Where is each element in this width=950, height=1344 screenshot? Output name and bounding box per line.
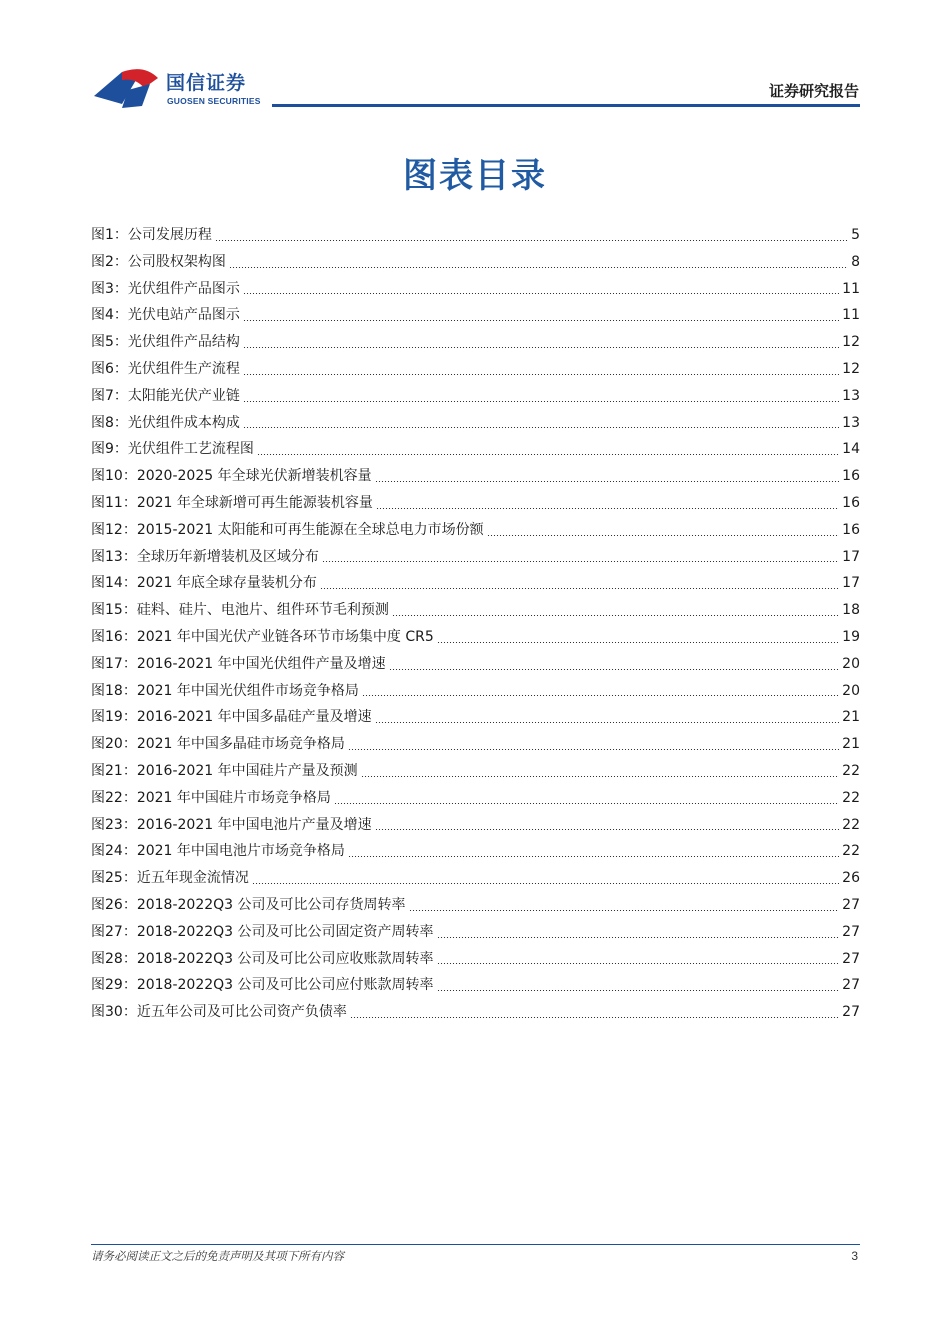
toc-entry[interactable]: [91, 785, 860, 812]
page-title: 图表目录: [403, 156, 547, 196]
toc-dot-leader: [437, 937, 840, 938]
toc-entry-page: 22: [842, 762, 860, 779]
toc-entry-title: 公司股权架构图: [127, 253, 226, 270]
toc-entry-label: 图21：: [91, 762, 137, 779]
toc-dot-leader: [322, 561, 839, 562]
toc-entry[interactable]: [91, 570, 860, 597]
toc-entry-label: 图6：: [91, 360, 128, 377]
table-of-figures: [91, 222, 860, 1026]
toc-dot-leader: [243, 293, 839, 294]
page-number: 3: [851, 1249, 858, 1263]
toc-entry-page: 12: [842, 360, 860, 377]
toc-entry-label: 图11：: [91, 494, 137, 511]
toc-entry-label: 图19：: [91, 709, 137, 726]
toc-entry-label: 图27：: [91, 923, 137, 940]
toc-entry-title: 2015-2021 太阳能和可再生能源在全球总电力市场份额: [136, 521, 484, 538]
toc-entry[interactable]: [91, 410, 860, 437]
toc-dot-leader: [257, 454, 839, 455]
toc-entry-page: 22: [842, 816, 860, 833]
toc-entry-title: 硅料、硅片、电池片、组件环节毛利预测: [136, 602, 389, 619]
toc-dot-leader: [320, 588, 839, 589]
toc-dot-leader: [375, 829, 840, 830]
toc-entry-title: 2018-2022Q3 公司及可比公司固定资产周转率: [136, 923, 434, 940]
toc-dot-leader: [243, 427, 839, 428]
toc-entry-page: 26: [842, 870, 860, 887]
toc-entry[interactable]: [91, 302, 860, 329]
toc-entry-label: 图5：: [91, 334, 128, 351]
toc-entry-page: 27: [842, 1004, 860, 1021]
toc-entry-title: 近五年公司及可比公司资产负债率: [136, 1004, 347, 1021]
footer-divider: [91, 1244, 860, 1245]
toc-entry-title: 光伏组件工艺流程图: [127, 441, 254, 458]
toc-entry-page: 19: [842, 628, 860, 645]
toc-dot-leader: [243, 347, 839, 348]
logo-en-text: GUOSEN SECURITIES: [167, 96, 261, 106]
toc-entry-title: 2016-2021 年中国多晶硅产量及增速: [136, 709, 372, 726]
toc-dot-leader: [243, 401, 839, 402]
toc-entry-page: 14: [842, 441, 860, 458]
toc-entry-title: 2016-2021 年中国电池片产量及增速: [136, 816, 372, 833]
toc-entry-page: 21: [842, 736, 860, 753]
toc-dot-leader: [361, 776, 840, 777]
toc-entry-title: 公司发展历程: [127, 227, 212, 243]
toc-dot-leader: [215, 240, 848, 241]
toc-entry-title: 2021 年中国硅片市场竞争格局: [136, 789, 331, 806]
toc-entry-label: 图14：: [91, 575, 137, 592]
toc-entry[interactable]: [91, 999, 860, 1026]
toc-entry-page: 13: [842, 387, 860, 404]
toc-entry-page: 27: [842, 923, 860, 940]
footer-disclaimer: 请务必阅读正文之后的免责声明及其项下所有内容: [91, 1249, 344, 1263]
toc-entry-label: 图13：: [91, 548, 137, 565]
toc-entry[interactable]: [91, 946, 860, 973]
toc-entry[interactable]: [91, 892, 860, 919]
toc-entry-page: 22: [842, 843, 860, 860]
toc-entry[interactable]: [91, 597, 860, 624]
guosen-logo-mark-icon: [92, 66, 160, 110]
toc-dot-leader: [437, 990, 840, 991]
toc-entry-title: 光伏组件产品结构: [127, 334, 240, 351]
toc-entry-page: 20: [842, 655, 860, 672]
toc-entry-label: 图8：: [91, 414, 128, 431]
report-type: 证券研究报告: [768, 82, 859, 100]
toc-dot-leader: [348, 856, 839, 857]
toc-entry-label: 图4：: [91, 307, 128, 324]
toc-entry-title: 2018-2022Q3 公司及可比公司应收账款周转率: [136, 950, 434, 967]
toc-dot-leader: [409, 910, 840, 911]
toc-entry-label: 图7：: [91, 387, 128, 404]
header-divider: [272, 104, 860, 107]
toc-entry-page: 16: [842, 521, 860, 538]
toc-dot-leader: [243, 374, 839, 375]
toc-entry[interactable]: [91, 222, 860, 249]
toc-dot-leader: [252, 883, 839, 884]
toc-entry[interactable]: [91, 651, 860, 678]
toc-dot-leader: [487, 535, 840, 536]
toc-entry-page: 27: [842, 977, 860, 994]
toc-entry-title: 2021 年中国光伏组件市场竞争格局: [136, 682, 359, 699]
toc-entry-title: 光伏组件产品图示: [127, 280, 240, 297]
toc-entry[interactable]: [91, 624, 860, 651]
toc-entry-title: 2018-2022Q3 公司及可比公司存货周转率: [136, 896, 406, 913]
toc-dot-leader: [392, 615, 839, 616]
toc-entry-label: 图12：: [91, 521, 137, 538]
toc-entry-title: 光伏电站产品图示: [127, 307, 240, 324]
toc-entry-title: 2021 年全球新增可再生能源装机容量: [136, 494, 373, 511]
toc-entry-page: 17: [842, 548, 860, 565]
toc-entry-title: 近五年现金流情况: [136, 870, 249, 887]
toc-entry-title: 2021 年中国光伏产业链各环节市场集中度 CR5: [136, 628, 434, 645]
toc-entry-label: 图24：: [91, 843, 137, 860]
toc-entry[interactable]: [91, 865, 860, 892]
toc-entry[interactable]: [91, 731, 860, 758]
toc-entry-label: 图1：: [91, 227, 128, 243]
toc-entry-page: 12: [842, 334, 860, 351]
toc-entry[interactable]: [91, 490, 860, 517]
guosen-logo: [92, 66, 267, 110]
toc-dot-leader: [389, 669, 840, 670]
toc-entry-page: 18: [842, 602, 860, 619]
toc-entry-label: 图30：: [91, 1004, 137, 1021]
toc-entry-page: 8: [851, 253, 860, 270]
toc-entry[interactable]: [91, 436, 860, 463]
toc-dot-leader: [243, 320, 839, 321]
toc-entry[interactable]: [91, 249, 860, 276]
toc-entry-title: 光伏组件生产流程: [127, 360, 240, 377]
toc-entry-label: 图16：: [91, 628, 137, 645]
toc-entry-title: 2020-2025 年全球光伏新增装机容量: [136, 468, 372, 485]
toc-entry-page: 27: [842, 950, 860, 967]
toc-entry-label: 图9：: [91, 441, 128, 458]
toc-entry-page: 5: [851, 227, 860, 243]
toc-entry-page: 11: [842, 307, 860, 324]
toc-dot-leader: [375, 481, 840, 482]
toc-dot-leader: [375, 722, 840, 723]
toc-entry[interactable]: [91, 919, 860, 946]
toc-entry-label: 图15：: [91, 602, 137, 619]
toc-entry[interactable]: [91, 463, 860, 490]
toc-entry-title: 2018-2022Q3 公司及可比公司应付账款周转率: [136, 977, 434, 994]
toc-entry-page: 21: [842, 709, 860, 726]
toc-entry[interactable]: [91, 838, 860, 865]
toc-entry-page: 13: [842, 414, 860, 431]
logo-cn-text: 国信证券: [166, 72, 247, 94]
toc-entry[interactable]: [91, 329, 860, 356]
toc-entry-page: 17: [842, 575, 860, 592]
toc-entry-page: 27: [842, 896, 860, 913]
toc-entry-label: 图10：: [91, 468, 137, 485]
toc-entry-page: 16: [842, 468, 860, 485]
toc-entry-label: 图20：: [91, 736, 137, 753]
toc-dot-leader: [350, 1017, 839, 1018]
toc-entry-title: 2021 年中国多晶硅市场竞争格局: [136, 736, 345, 753]
toc-entry-label: 图18：: [91, 682, 137, 699]
toc-entry-label: 图23：: [91, 816, 137, 833]
toc-entry[interactable]: [91, 758, 860, 785]
toc-entry-label: 图25：: [91, 870, 137, 887]
toc-dot-leader: [348, 749, 839, 750]
toc-entry-label: 图17：: [91, 655, 137, 672]
toc-dot-leader: [334, 803, 839, 804]
toc-dot-leader: [437, 642, 839, 643]
toc-entry-title: 2016-2021 年中国光伏组件产量及增速: [136, 655, 386, 672]
toc-entry-page: 20: [842, 682, 860, 699]
toc-entry[interactable]: [91, 678, 860, 705]
toc-entry-title: 2021 年底全球存量装机分布: [136, 575, 317, 592]
toc-entry-page: 11: [842, 280, 860, 297]
toc-entry-label: 图26：: [91, 896, 137, 913]
toc-entry[interactable]: [91, 704, 860, 731]
toc-entry-page: 22: [842, 789, 860, 806]
toc-entry-title: 太阳能光伏产业链: [127, 387, 240, 404]
toc-entry[interactable]: [91, 276, 860, 303]
toc-dot-leader: [376, 508, 839, 509]
page-header: [0, 0, 950, 112]
toc-entry-label: 图3：: [91, 280, 128, 297]
toc-entry[interactable]: [91, 544, 860, 571]
toc-dot-leader: [362, 695, 839, 696]
toc-entry[interactable]: [91, 812, 860, 839]
toc-entry[interactable]: [91, 383, 860, 410]
toc-entry-label: 图29：: [91, 977, 137, 994]
toc-dot-leader: [229, 267, 848, 268]
toc-entry[interactable]: [91, 517, 860, 544]
toc-entry-label: 图2：: [91, 253, 128, 270]
toc-entry-title: 2021 年中国电池片市场竞争格局: [136, 843, 345, 860]
toc-dot-leader: [437, 963, 840, 964]
toc-entry[interactable]: [91, 356, 860, 383]
toc-entry[interactable]: [91, 972, 860, 999]
toc-entry-label: 图22：: [91, 789, 137, 806]
toc-entry-page: 16: [842, 494, 860, 511]
toc-entry-title: 光伏组件成本构成: [127, 414, 240, 431]
toc-entry-label: 图28：: [91, 950, 137, 967]
toc-entry-title: 2016-2021 年中国硅片产量及预测: [136, 762, 358, 779]
toc-entry-title: 全球历年新增装机及区域分布: [136, 548, 319, 565]
